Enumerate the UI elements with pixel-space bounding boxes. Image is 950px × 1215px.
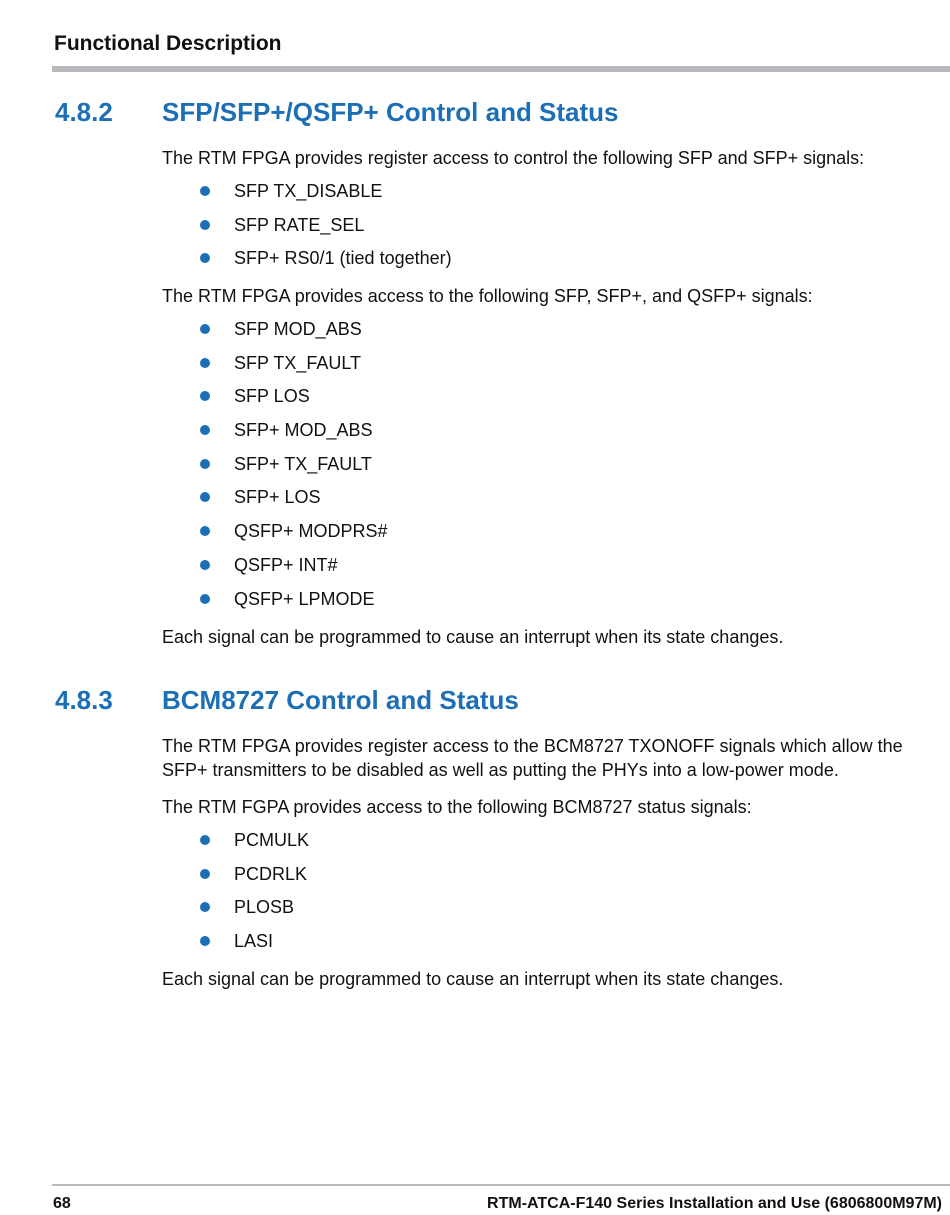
list-item — [162, 214, 452, 248]
list-item — [162, 180, 452, 214]
bullet-dot-icon — [200, 253, 210, 263]
list-item — [162, 318, 388, 352]
bullet-list — [162, 829, 309, 964]
document-title: RTM-ATCA-F140 Series Installation and Use (6806800M97M) — [487, 1195, 942, 1212]
bullet-dot-icon — [200, 526, 210, 536]
bullet-dot-icon — [200, 869, 210, 879]
bullet-dot-icon — [200, 492, 210, 502]
list-item-text: SFP TX_DISABLE — [234, 181, 383, 201]
list-item-text: PLOSB — [234, 897, 295, 918]
header-divider — [52, 66, 950, 72]
section-number: 4.8.3 — [55, 685, 113, 715]
bullet-dot-icon — [200, 220, 210, 230]
paragraph: Each signal can be programmed to cause an interrupt when its state changes. — [162, 627, 784, 647]
section-title: SFP/SFP+/QSFP+ Control and Status — [162, 97, 619, 127]
paragraph: The RTM FGPA provides access to the following BCM8727 status signals: — [162, 797, 752, 817]
list-item — [162, 554, 388, 588]
bullet-dot-icon — [200, 902, 210, 912]
paragraph: The RTM FPGA provides register access to control the following SFP and SFP+ signals: — [162, 148, 865, 168]
paragraph: The RTM FPGA provides access to the following SFP, SFP+, and QSFP+ signals: — [162, 286, 813, 306]
bullet-list — [162, 318, 388, 621]
bullet-dot-icon — [200, 358, 210, 368]
bullet-dot-icon — [200, 594, 210, 604]
section-number: 4.8.2 — [55, 97, 113, 127]
bullet-dot-icon — [200, 391, 210, 401]
list-item-text: SFP+ LOS — [234, 487, 321, 508]
list-item-text: SFP+ MOD_ABS — [234, 420, 373, 441]
list-item — [162, 419, 388, 453]
bullet-dot-icon — [200, 425, 210, 435]
list-item-text: SFP+ TX_FAULT — [234, 453, 372, 474]
list-item-text: SFP RATE_SEL — [234, 214, 365, 235]
bullet-dot-icon — [200, 835, 210, 845]
list-item — [162, 385, 388, 419]
header-title: Functional Description — [54, 32, 282, 55]
section-title: BCM8727 Control and Status — [162, 685, 519, 715]
list-item-text: SFP LOS — [234, 386, 310, 407]
footer-divider — [52, 1184, 950, 1186]
list-item-text: QSFP+ LPMODE — [234, 588, 375, 609]
list-item — [162, 453, 388, 487]
paragraph: The RTM FPGA provides register access to the BCM8727 TXONOFF signals which allow the SFP+ transmitters to be disabled as well as putting the PHYs into a low-power mode. — [162, 736, 903, 780]
bullet-dot-icon — [200, 936, 210, 946]
list-item-text: PCMULK — [234, 830, 310, 850]
list-item-text: SFP MOD_ABS — [234, 319, 362, 339]
list-item — [162, 896, 309, 930]
bullet-dot-icon — [200, 560, 210, 570]
list-item — [162, 588, 388, 622]
list-item — [162, 930, 309, 964]
bullet-dot-icon — [200, 459, 210, 469]
bullet-dot-icon — [200, 186, 210, 196]
list-item — [162, 863, 309, 897]
list-item — [162, 829, 309, 863]
list-item — [162, 520, 388, 554]
list-item-text: QSFP+ INT# — [234, 554, 338, 575]
bullet-list — [162, 180, 452, 281]
list-item — [162, 352, 388, 386]
list-item-text: SFP TX_FAULT — [234, 352, 362, 373]
page-number: 68 — [53, 1195, 71, 1212]
list-item — [162, 247, 452, 281]
list-item-text: LASI — [234, 931, 274, 952]
bullet-dot-icon — [200, 324, 210, 334]
list-item-text: SFP+ RS0/1 (tied together) — [234, 248, 452, 269]
list-item — [162, 486, 388, 520]
paragraph: Each signal can be programmed to cause an interrupt when its state changes. — [162, 969, 784, 989]
list-item-text: PCDRLK — [234, 863, 308, 884]
list-item-text: QSFP+ MODPRS# — [234, 521, 388, 542]
